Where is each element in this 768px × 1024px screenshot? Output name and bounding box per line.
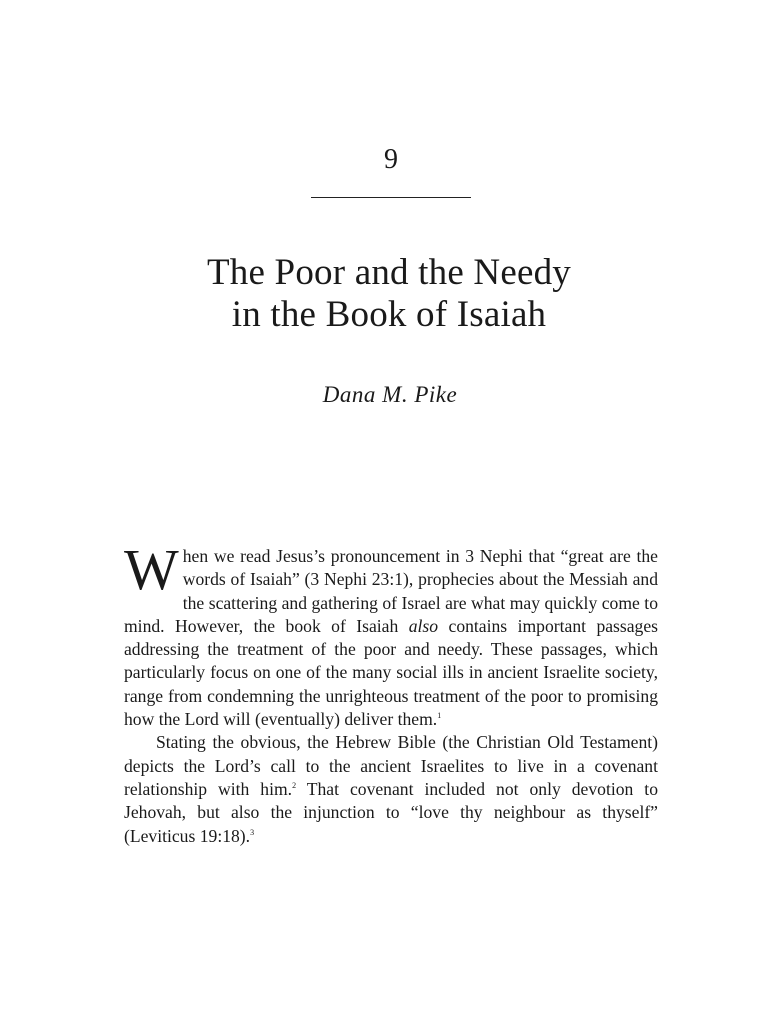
paragraph-2-text-b: That covenant included not only devotion to Jehovah, but also the injunction to “love thy neighbour as thyself” (Leviticus 19:18).	[124, 778, 658, 846]
footnote-ref-1[interactable]: 1	[437, 711, 442, 721]
chapter-title	[0, 252, 768, 336]
paragraph-1-text-b: contains important passages addressing the treatment of the poor and needy. These passages, which particularly focus on one of the many social ills in ancient Israelite society, range from condemning the unrighteous treatment of the poor to promising how the Lord will (eventually) deliver them.	[124, 615, 658, 730]
paragraph-2-text-a: Stating the obvious, the Hebrew Bible (the Christian Old Testament) depicts the Lord’s call to the ancient Israelites to live in a covenant relationship with him.	[124, 732, 658, 799]
paragraph-1	[124, 537, 658, 731]
chapter-number: 9	[384, 144, 398, 175]
chapter-author: Dana M. Pike	[322, 382, 458, 407]
drop-cap: W	[124, 537, 179, 602]
footnote-ref-3[interactable]: 3	[250, 827, 255, 837]
chapter-body	[124, 537, 658, 848]
paragraph-1-emphasis: also	[408, 615, 439, 636]
chapter-divider	[311, 197, 471, 198]
chapter-title-line-2: in the Book of Isaiah	[231, 294, 547, 335]
paragraph-1-text-a: hen we read Jesus’s pronouncement in 3 Nephi that “great are the words of Isaiah” (3 Nephi 23:1), prophecies about the Messiah and the scattering and gathering of Israel are what may quickly come to mind. However, the book of Isaiah	[124, 546, 658, 636]
chapter-title-line-1: The Poor and the Needy	[206, 252, 571, 293]
footnote-ref-2[interactable]: 2	[292, 781, 297, 791]
paragraph-2	[124, 731, 658, 847]
